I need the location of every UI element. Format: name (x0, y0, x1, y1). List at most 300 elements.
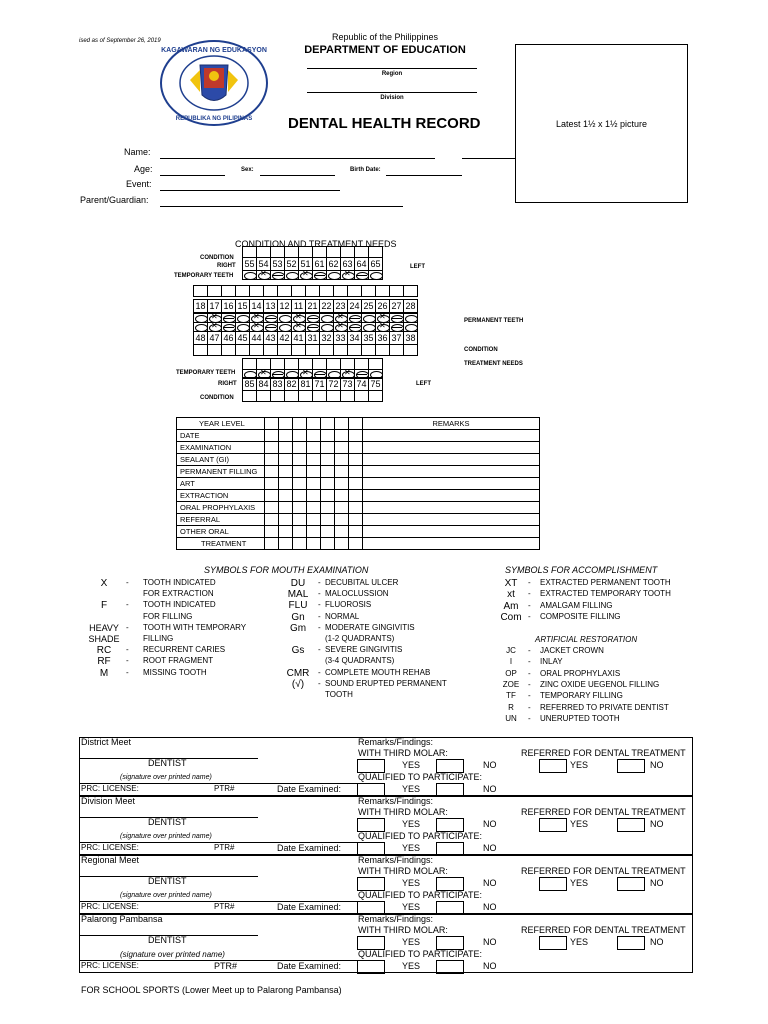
tooth-entry-cell[interactable] (291, 344, 306, 356)
row-label: SEALANT (GI) (177, 454, 265, 466)
divider-line (80, 783, 360, 784)
table-cell[interactable] (293, 526, 307, 538)
tooth-entry-cell[interactable] (284, 390, 299, 402)
table-cell[interactable] (293, 478, 307, 490)
tooth-number: 61 (312, 257, 327, 271)
symbol-description: FOR FILLING (143, 611, 193, 621)
tooth-entry-cell[interactable] (389, 344, 404, 356)
age-field[interactable] (160, 175, 225, 176)
table-cell[interactable] (363, 442, 540, 454)
table-cell[interactable] (265, 466, 279, 478)
symbol-description: ORAL PROPHYLAXIS (540, 668, 621, 678)
tooth-entry-cell[interactable] (242, 390, 257, 402)
table-cell[interactable] (265, 478, 279, 490)
tooth-surface-cell[interactable] (354, 270, 369, 280)
tooth-number: 85 (242, 377, 257, 391)
qualified-no-checkbox[interactable] (436, 783, 464, 797)
row-label: DATE (177, 430, 265, 442)
tooth-number: 26 (375, 299, 390, 313)
table-cell[interactable] (321, 454, 335, 466)
table-cell[interactable] (363, 478, 540, 490)
tooth-entry-cell[interactable] (319, 285, 334, 297)
tooth-entry-cell[interactable] (270, 390, 285, 402)
table-cell[interactable] (265, 430, 279, 442)
symbol-code: I (509, 657, 513, 667)
table-cell[interactable] (349, 478, 363, 490)
tooth-entry-cell[interactable] (375, 285, 390, 297)
third-molar-no-checkbox[interactable] (436, 877, 464, 891)
tooth-entry-cell[interactable] (312, 390, 327, 402)
third-molar-yes-checkbox[interactable] (357, 936, 385, 950)
divider-line (80, 842, 360, 843)
third-molar-yes-checkbox[interactable] (357, 818, 385, 832)
division-line[interactable] (307, 92, 477, 93)
symbol-description: SOUND ERUPTED PERMANENT (325, 678, 447, 688)
meet-section (79, 796, 693, 855)
symbol-dash: - (528, 600, 531, 610)
table-cell[interactable] (265, 502, 279, 514)
tooth-surface-cell[interactable] (284, 270, 299, 280)
symbol-description: ROOT FRAGMENT (143, 656, 214, 666)
photo-box[interactable] (515, 44, 688, 203)
ptr-label: PTR# (214, 902, 235, 911)
tooth-number: 72 (326, 377, 341, 391)
symbol-code: CMR (286, 667, 310, 679)
qualified-no-checkbox[interactable] (436, 901, 464, 915)
symbol-description: TOOTH INDICATED (143, 600, 216, 610)
table-cell[interactable] (307, 442, 321, 454)
table-row (177, 442, 540, 454)
year-column-header[interactable] (349, 418, 363, 430)
artificial-restoration-title: ARTIFICIAL RESTORATION (535, 635, 638, 644)
table-cell[interactable] (279, 442, 293, 454)
tooth-number: 74 (354, 377, 369, 391)
tooth-entry-cell[interactable] (368, 390, 383, 402)
tooth-entry-cell[interactable] (347, 344, 362, 356)
table-cell[interactable] (321, 538, 335, 550)
table-cell[interactable] (293, 538, 307, 550)
yes-label: YES (402, 937, 421, 947)
photo-label: Latest 1½ x 1½ picture (555, 119, 648, 129)
table-cell[interactable] (293, 430, 307, 442)
remarks-findings-label: Remarks/Findings: (358, 796, 434, 806)
symbol-dash: - (126, 622, 129, 632)
symbol-dash: - (528, 578, 531, 587)
table-cell[interactable] (279, 454, 293, 466)
symbol-code: FLU (288, 600, 308, 612)
table-cell[interactable] (279, 466, 293, 478)
symbol-code: Gn (291, 611, 305, 623)
dentist-signature-line[interactable] (80, 876, 258, 877)
table-cell[interactable] (307, 538, 321, 550)
tooth-surface-cell[interactable] (242, 270, 257, 280)
year-column-header[interactable] (335, 418, 349, 430)
qualified-yes-checkbox[interactable] (357, 783, 385, 797)
date-examined-label: Date Examined: (277, 902, 342, 912)
table-cell[interactable] (363, 514, 540, 526)
table-cell[interactable] (279, 478, 293, 490)
meet-section (79, 855, 693, 914)
tooth-entry-cell[interactable] (375, 344, 390, 356)
referred-yes-checkbox[interactable] (539, 759, 567, 773)
symbol-description: DECUBITAL ULCER (325, 578, 399, 587)
table-cell[interactable] (335, 490, 349, 502)
table-cell[interactable] (349, 502, 363, 514)
referred-yes-checkbox[interactable] (539, 936, 567, 950)
referred-no-checkbox[interactable] (617, 936, 645, 950)
signature-note: (signature over printed name) (120, 950, 225, 959)
symbol-code: SHADE (88, 634, 120, 644)
table-cell[interactable] (293, 454, 307, 466)
table-cell[interactable] (321, 478, 335, 490)
qualified-no-checkbox[interactable] (436, 960, 464, 974)
tooth-number: 62 (326, 257, 341, 271)
name-field[interactable] (160, 158, 435, 159)
table-cell[interactable] (335, 466, 349, 478)
table-cell[interactable] (349, 490, 363, 502)
qualified-yes-checkbox[interactable] (357, 901, 385, 915)
condition-label-top: CONDITION (200, 255, 234, 261)
tooth-entry-cell[interactable] (347, 285, 362, 297)
tooth-entry-cell[interactable] (361, 344, 376, 356)
tooth-surface-cell[interactable] (368, 270, 383, 280)
symbol-description: MISSING TOOTH (143, 667, 207, 677)
symbol-code: Gs (291, 645, 305, 657)
tooth-entry-cell[interactable] (298, 390, 313, 402)
tooth-entry-cell[interactable] (305, 285, 320, 297)
table-cell[interactable] (293, 490, 307, 502)
symbol-code: RC (96, 645, 112, 657)
no-label: NO (483, 760, 497, 770)
table-cell[interactable] (335, 502, 349, 514)
table-cell[interactable] (321, 430, 335, 442)
symbol-code: Gm (289, 622, 307, 634)
lower-temp-bottom-row[interactable] (242, 390, 383, 402)
tooth-entry-cell[interactable] (291, 285, 306, 297)
table-cell[interactable] (307, 430, 321, 442)
symbol-dash: - (528, 657, 531, 667)
region-line[interactable] (307, 68, 477, 69)
symbol-dash: - (126, 600, 129, 610)
tooth-number: 18 (193, 299, 208, 313)
third-molar-label: WITH THIRD MOLAR: (358, 925, 448, 935)
form-title: DENTAL HEALTH RECORD (288, 115, 481, 132)
table-cell[interactable] (307, 478, 321, 490)
tooth-entry-cell[interactable] (193, 285, 208, 297)
third-molar-no-checkbox[interactable] (436, 818, 464, 832)
svg-text:REPUBLIKA NG PILIPINAS: REPUBLIKA NG PILIPINAS (175, 116, 253, 122)
table-cell[interactable] (335, 478, 349, 490)
tooth-number: 17 (207, 299, 222, 313)
tooth-entry-cell[interactable] (193, 344, 208, 356)
left-label-top: LEFT (410, 264, 425, 270)
table-cell[interactable] (335, 526, 349, 538)
tooth-entry-cell[interactable] (249, 344, 264, 356)
table-cell[interactable] (321, 526, 335, 538)
table-cell[interactable] (265, 514, 279, 526)
dentist-signature-line[interactable] (80, 817, 258, 818)
table-cell[interactable] (363, 466, 540, 478)
tooth-entry-cell[interactable] (333, 344, 348, 356)
table-cell[interactable] (349, 454, 363, 466)
table-cell[interactable] (363, 502, 540, 514)
year-column-header[interactable] (307, 418, 321, 430)
tooth-number: 38 (403, 331, 418, 345)
qualified-yes-checkbox[interactable] (357, 960, 385, 974)
table-cell[interactable] (349, 538, 363, 550)
tooth-entry-cell[interactable] (207, 285, 222, 297)
tooth-number: 55 (242, 257, 257, 271)
birth-date-field[interactable] (386, 175, 462, 176)
table-cell[interactable] (335, 538, 349, 550)
name-field-ext[interactable] (462, 158, 515, 159)
tooth-entry-cell[interactable] (403, 344, 418, 356)
tooth-surface-cell[interactable] (298, 270, 313, 280)
table-cell[interactable] (363, 526, 540, 538)
symbol-description: ZINC OXIDE UEGENOL FILLING (540, 679, 660, 689)
table-cell[interactable] (363, 490, 540, 502)
prc-license-label: PRC: LICENSE: (81, 961, 139, 970)
table-cell[interactable] (335, 430, 349, 442)
tooth-entry-cell[interactable] (263, 344, 278, 356)
tooth-number: 31 (305, 331, 320, 345)
table-cell[interactable] (265, 526, 279, 538)
table-row (177, 526, 540, 538)
tooth-surface-cell[interactable] (340, 270, 355, 280)
yes-label: YES (402, 961, 421, 971)
tooth-entry-cell[interactable] (340, 390, 355, 402)
row-label: EXAMINATION (177, 442, 265, 454)
symbol-dash: - (318, 645, 321, 655)
tooth-entry-cell[interactable] (354, 390, 369, 402)
row-label: EXTRACTION (177, 490, 265, 502)
sex-field[interactable] (260, 175, 335, 176)
table-cell[interactable] (349, 514, 363, 526)
qualified-no-checkbox[interactable] (436, 842, 464, 856)
signature-note: (signature over printed name) (120, 892, 212, 899)
parent-field[interactable] (160, 206, 403, 207)
tooth-number: 83 (270, 377, 285, 391)
table-cell[interactable] (279, 526, 293, 538)
third-molar-yes-checkbox[interactable] (357, 877, 385, 891)
table-cell[interactable] (293, 442, 307, 454)
symbol-dash: - (318, 622, 321, 632)
tooth-entry-cell[interactable] (326, 390, 341, 402)
third-molar-yes-checkbox[interactable] (357, 759, 385, 773)
table-cell[interactable] (321, 466, 335, 478)
table-row (177, 514, 540, 526)
tooth-number: 54 (256, 257, 271, 271)
tooth-number: 52 (284, 257, 299, 271)
tooth-number: 64 (354, 257, 369, 271)
lower-perm-condition-row[interactable] (193, 344, 418, 356)
symbol-dash: - (528, 611, 531, 621)
tooth-surface-cell[interactable] (270, 270, 285, 280)
tooth-number: 84 (256, 377, 271, 391)
no-label: NO (483, 784, 497, 794)
lower-temp-numbers (242, 377, 383, 391)
symbol-description: NORMAL (325, 611, 360, 621)
table-cell[interactable] (335, 442, 349, 454)
table-cell[interactable] (363, 538, 540, 550)
tooth-surface-cell[interactable] (256, 270, 271, 280)
table-cell[interactable] (265, 490, 279, 502)
third-molar-no-checkbox[interactable] (436, 936, 464, 950)
tooth-number: 42 (277, 331, 292, 345)
table-row (177, 430, 540, 442)
table-cell[interactable] (265, 442, 279, 454)
upper-temp-symbols[interactable] (242, 270, 383, 280)
tooth-entry-cell[interactable] (319, 344, 334, 356)
prc-license-label: PRC: LICENSE: (81, 784, 139, 793)
symbol-description: JACKET CROWN (540, 646, 604, 655)
table-cell[interactable] (321, 514, 335, 526)
meet-title: District Meet (81, 737, 132, 747)
table-cell[interactable] (363, 454, 540, 466)
tooth-number: 23 (333, 299, 348, 313)
tooth-number: 28 (403, 299, 418, 313)
symbol-dash: - (318, 611, 321, 621)
tooth-number: 16 (221, 299, 236, 313)
ptr-label: PTR# (214, 784, 235, 793)
tooth-entry-cell[interactable] (277, 285, 292, 297)
referred-no-checkbox[interactable] (617, 877, 645, 891)
tooth-entry-cell[interactable] (256, 390, 271, 402)
yes-label: YES (570, 760, 589, 770)
table-cell[interactable] (279, 538, 293, 550)
tooth-number: 15 (235, 299, 250, 313)
ptr-label: PTR# (214, 961, 238, 971)
tooth-entry-cell[interactable] (277, 344, 292, 356)
tooth-entry-cell[interactable] (333, 285, 348, 297)
yes-label: YES (570, 937, 589, 947)
year-column-header[interactable] (293, 418, 307, 430)
date-examined-label: Date Examined: (277, 784, 342, 794)
table-cell[interactable] (279, 514, 293, 526)
table-cell[interactable] (321, 502, 335, 514)
table-cell[interactable] (279, 430, 293, 442)
table-cell[interactable] (307, 502, 321, 514)
table-cell[interactable] (307, 466, 321, 478)
table-cell[interactable] (293, 466, 307, 478)
table-cell[interactable] (349, 430, 363, 442)
tooth-number: 24 (347, 299, 362, 313)
table-cell[interactable] (307, 454, 321, 466)
symbol-dash: - (528, 646, 531, 655)
table-cell[interactable] (349, 442, 363, 454)
dentist-label: DENTIST (148, 876, 187, 886)
tooth-entry-cell[interactable] (249, 285, 264, 297)
tooth-entry-cell[interactable] (235, 285, 250, 297)
meet-section (79, 737, 693, 796)
symbol-dash: - (126, 656, 129, 666)
symbol-code: R (508, 702, 514, 712)
yes-label: YES (402, 878, 421, 888)
table-cell[interactable] (265, 538, 279, 550)
tooth-number: 33 (333, 331, 348, 345)
tooth-entry-cell[interactable] (305, 344, 320, 356)
table-cell[interactable] (335, 514, 349, 526)
tooth-entry-cell[interactable] (263, 285, 278, 297)
tooth-entry-cell[interactable] (221, 344, 236, 356)
yes-label: YES (402, 819, 421, 829)
symbol-dash: - (126, 667, 129, 677)
dentist-signature-line[interactable] (80, 758, 258, 759)
symbol-code: xt (507, 589, 515, 601)
tooth-surface-cell[interactable] (326, 270, 341, 280)
age-label: Age: (134, 164, 153, 174)
referred-label: REFERRED FOR DENTAL TREATMENT (521, 807, 686, 817)
symbol-code: HEAVY (89, 622, 119, 633)
table-cell[interactable] (265, 454, 279, 466)
ptr-label: PTR# (214, 843, 235, 852)
sex-label: Sex: (241, 167, 254, 173)
tooth-entry-cell[interactable] (235, 344, 250, 356)
qualified-yes-checkbox[interactable] (357, 842, 385, 856)
table-cell[interactable] (349, 526, 363, 538)
upper-perm-condition-row[interactable] (193, 285, 418, 297)
event-field[interactable] (160, 190, 340, 191)
referred-no-checkbox[interactable] (617, 759, 645, 773)
third-molar-no-checkbox[interactable] (436, 759, 464, 773)
remarks-findings-label: Remarks/Findings: (358, 855, 434, 865)
referred-no-checkbox[interactable] (617, 818, 645, 832)
tooth-surface-cell[interactable] (312, 270, 327, 280)
symbol-description: TOOTH (325, 690, 353, 699)
symbol-dash: - (528, 702, 531, 712)
meet-title: Regional Meet (81, 855, 140, 865)
year-column-header[interactable] (321, 418, 335, 430)
referred-yes-checkbox[interactable] (539, 877, 567, 891)
tooth-entry-cell[interactable] (207, 344, 222, 356)
table-cell[interactable] (363, 430, 540, 442)
symbol-description: FLUOROSIS (325, 600, 372, 610)
symbol-code: X (100, 578, 108, 589)
symbol-description: FILLING (143, 634, 174, 643)
table-cell[interactable] (307, 514, 321, 526)
qualified-label: QUALIFIED TO PARTICIPATE: (358, 949, 483, 959)
parent-label: Parent/Guardian: (80, 195, 149, 205)
yes-label: YES (402, 902, 421, 912)
tooth-entry-cell[interactable] (361, 285, 376, 297)
table-cell[interactable] (307, 490, 321, 502)
tooth-number: 25 (361, 299, 376, 313)
table-cell[interactable] (321, 490, 335, 502)
dentist-signature-line[interactable] (80, 935, 258, 936)
symbol-description: EXTRACTED PERMANENT TOOTH (540, 578, 671, 587)
table-cell[interactable] (349, 466, 363, 478)
symbol-code: ZOE (502, 679, 520, 689)
tooth-entry-cell[interactable] (221, 285, 236, 297)
year-column-header[interactable] (265, 418, 279, 430)
symbol-description: TOOTH WITH TEMPORARY (143, 622, 247, 632)
symbol-code: UN (505, 713, 517, 723)
symbol-code: F (100, 600, 108, 612)
division-label: Division (380, 95, 404, 101)
table-cell[interactable] (293, 502, 307, 514)
table-cell[interactable] (293, 514, 307, 526)
referred-yes-checkbox[interactable] (539, 818, 567, 832)
table-cell[interactable] (335, 454, 349, 466)
table-cell[interactable] (307, 526, 321, 538)
year-column-header[interactable] (279, 418, 293, 430)
tooth-entry-cell[interactable] (403, 285, 418, 297)
right-label-top: RIGHT (217, 263, 236, 269)
table-cell[interactable] (279, 490, 293, 502)
table-cell[interactable] (279, 502, 293, 514)
table-cell[interactable] (321, 442, 335, 454)
tooth-entry-cell[interactable] (389, 285, 404, 297)
